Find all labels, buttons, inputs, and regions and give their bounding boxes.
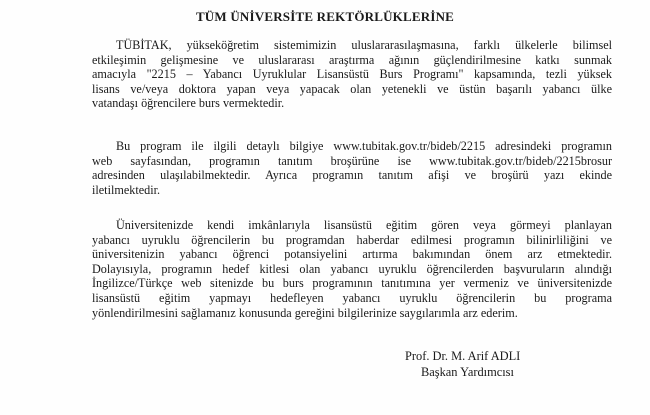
- paragraph-line: üniversitenizin yabancı öğrenci potansiyelini artırma bakımından önem arz etmektedir.: [92, 247, 612, 262]
- paragraph-line: iletilmektedir.: [92, 182, 161, 197]
- paragraph-line: lisans ve/veya doktora yapan veya yapacak olan yetenekli ve üstün başarılı yabancı ülke: [92, 81, 612, 96]
- paragraph-line: web sayfasından, programın tanıtım broşürüne ise www.tubitak.gov.tr/bideb/2215brosur: [92, 153, 612, 168]
- paragraph-line: lisansüstü eğitim yapmayı hedefleyen yabancı uyruklu öğrencilerin bu programa: [92, 290, 612, 305]
- paragraph-line: TÜBİTAK, yükseköğretim sistemimizin uluslararasılaşmasına, farklı ülkelerle bilimsel: [116, 38, 612, 52]
- paragraph-line: yönlendirilmesini sağlamanız konusunda gereğini bilgilerinize saygılarımla arz ederim.: [92, 305, 518, 320]
- paragraph-line: adresinden ulaşılabilmektedir. Ayrıca programın tanıtım afişi ve broşürü yazı ekinde: [92, 168, 612, 183]
- paragraph-line: amacıyla "2215 – Yabancı Uyruklular Lisansüstü Burs Programı" kapsamında, tezli yüksek: [92, 67, 612, 82]
- paragraph-line: yabancı uyruklu öğrencilerin bu programdan haberdar edilmesi programın bilinirliliğini ve: [92, 232, 612, 247]
- paragraph-line: etkileşimin gelişmesine ve uluslararası araştırma ağının güçlendirilmesine katkı sunmak: [92, 52, 612, 67]
- paragraph-line: Üniversitenizde kendi imkânlarıyla lisansüstü eğitim gören veya görmeyi planlayan: [116, 218, 612, 232]
- paragraph-line: Dolayısıyla, programın hedef kitlesi olan yabancı uyruklu öğrencilerden başvuruların alındığı: [92, 261, 612, 276]
- paragraph-line: vatandaşı öğrencilere burs vermektedir.: [92, 96, 285, 111]
- signatory-title: Başkan Yardımcısı: [421, 365, 514, 379]
- paragraph-2: [92, 139, 612, 197]
- letter-heading: TÜM ÜNİVERSİTE REKTÖRLÜKLERİNE: [195, 9, 455, 24]
- paragraph-line: İngilizce/Türkçe web sitenizde bu burs programının tanıtımına yer vermeniz ve üniversitenizde: [92, 276, 612, 291]
- signatory-name: Prof. Dr. M. Arif ADLI: [405, 349, 521, 363]
- paragraph-1: [92, 38, 612, 111]
- signature-block: [405, 348, 520, 380]
- paragraph-line: Bu program ile ilgili detaylı bilgiye www.tubitak.gov.tr/bideb/2215 adresindeki programın: [116, 139, 612, 153]
- paragraph-3: [92, 218, 612, 320]
